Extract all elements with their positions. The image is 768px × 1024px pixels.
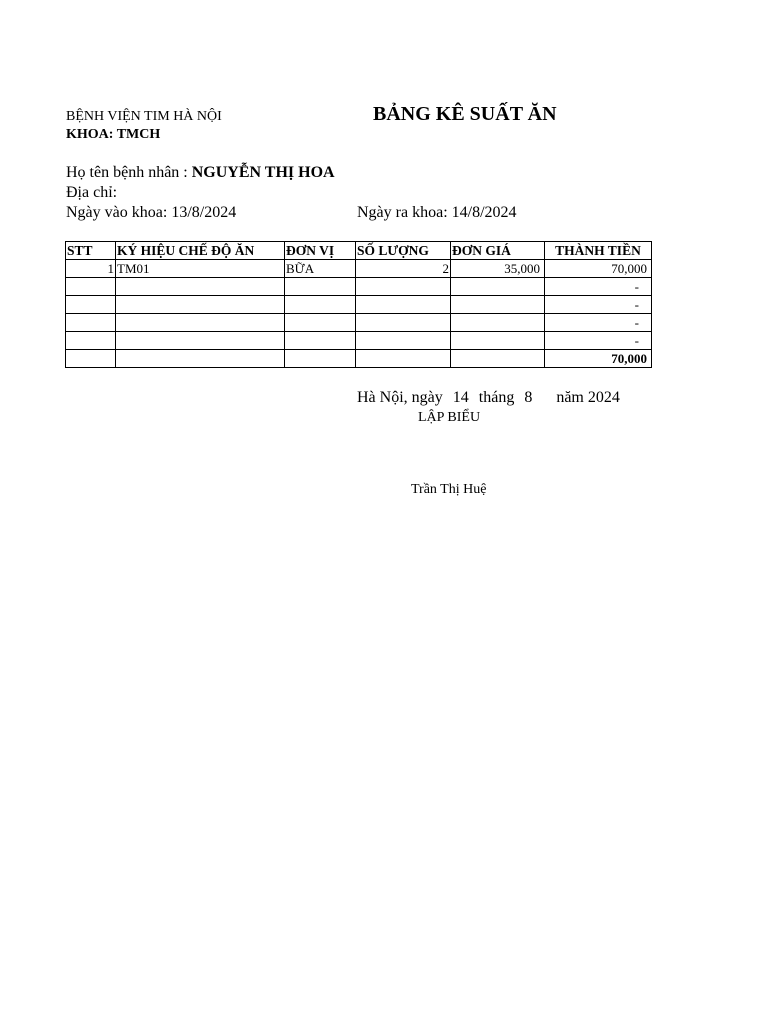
header-unit-price: ĐƠN GIÁ	[451, 242, 545, 260]
place-date-prefix: Hà Nội, ngày	[357, 389, 443, 406]
preparer-name: Trần Thị Huệ	[411, 482, 487, 497]
date-year-label: năm	[556, 389, 584, 406]
cell-empty	[285, 350, 356, 368]
cell-amount: -	[545, 278, 652, 296]
table-row	[66, 260, 652, 278]
table-row	[66, 332, 652, 350]
place-date-line	[357, 389, 620, 407]
cell-unit	[285, 332, 356, 350]
discharge-label: Ngày ra khoa:	[357, 204, 452, 221]
cell-quantity	[356, 332, 451, 350]
cell-quantity: 2	[356, 260, 451, 278]
table-row	[66, 296, 652, 314]
cell-diet-code: TM01	[116, 260, 285, 278]
header-diet-code: KÝ HIỆU CHẾ ĐỘ ĂN	[116, 242, 285, 260]
header-unit: ĐƠN VỊ	[285, 242, 356, 260]
table-row	[66, 278, 652, 296]
cell-empty	[451, 350, 545, 368]
cell-empty	[116, 350, 285, 368]
hospital-name: BỆNH VIỆN TIM HÀ NỘI	[66, 109, 222, 124]
cell-quantity	[356, 296, 451, 314]
cell-empty	[356, 350, 451, 368]
cell-stt	[66, 296, 116, 314]
document-title: BẢNG KÊ SUẤT ĂN	[373, 103, 557, 125]
cell-quantity	[356, 278, 451, 296]
cell-empty	[66, 350, 116, 368]
cell-quantity	[356, 314, 451, 332]
cell-unit: BỮA	[285, 260, 356, 278]
discharge-row	[357, 204, 517, 222]
admission-label: Ngày vào khoa:	[66, 204, 172, 221]
cell-unit-price	[451, 296, 545, 314]
discharge-date: 14/8/2024	[451, 204, 517, 221]
table-row	[66, 314, 652, 332]
patient-name-label: Họ tên bệnh nhân :	[66, 164, 192, 181]
header-amount: THÀNH TIỀN	[545, 242, 652, 260]
admission-date: 13/8/2024	[171, 204, 237, 221]
table-header-row	[66, 242, 652, 260]
date-month: 8	[524, 389, 533, 406]
cell-amount: -	[545, 296, 652, 314]
cell-unit	[285, 296, 356, 314]
cell-amount: -	[545, 314, 652, 332]
patient-name-row	[66, 164, 335, 182]
cell-unit	[285, 314, 356, 332]
cell-diet-code	[116, 278, 285, 296]
cell-unit-price	[451, 332, 545, 350]
department-name: KHOA: TMCH	[66, 127, 161, 142]
cell-unit	[285, 278, 356, 296]
cell-amount: -	[545, 332, 652, 350]
cell-stt	[66, 314, 116, 332]
preparer-role: LẬP BIỂU	[418, 410, 481, 425]
address-row	[66, 184, 117, 202]
cell-diet-code	[116, 314, 285, 332]
cell-diet-code	[116, 296, 285, 314]
patient-name: NGUYỄN THỊ HOA	[191, 164, 335, 181]
cell-unit-price: 35,000	[451, 260, 545, 278]
admission-row	[66, 204, 236, 222]
cell-unit-price	[451, 278, 545, 296]
table-total-row	[66, 350, 652, 368]
cell-total-amount: 70,000	[545, 350, 652, 368]
cell-stt: 1	[66, 260, 116, 278]
cell-unit-price	[451, 314, 545, 332]
cell-diet-code	[116, 332, 285, 350]
meal-table	[65, 241, 652, 368]
date-year: 2024	[587, 389, 620, 406]
date-month-label: tháng	[478, 389, 515, 406]
cell-stt	[66, 278, 116, 296]
cell-amount: 70,000	[545, 260, 652, 278]
header-quantity: SỐ LƯỢNG	[356, 242, 451, 260]
cell-stt	[66, 332, 116, 350]
date-day: 14	[452, 389, 469, 406]
address-label: Địa chỉ:	[66, 184, 118, 201]
header-stt: STT	[66, 242, 116, 260]
